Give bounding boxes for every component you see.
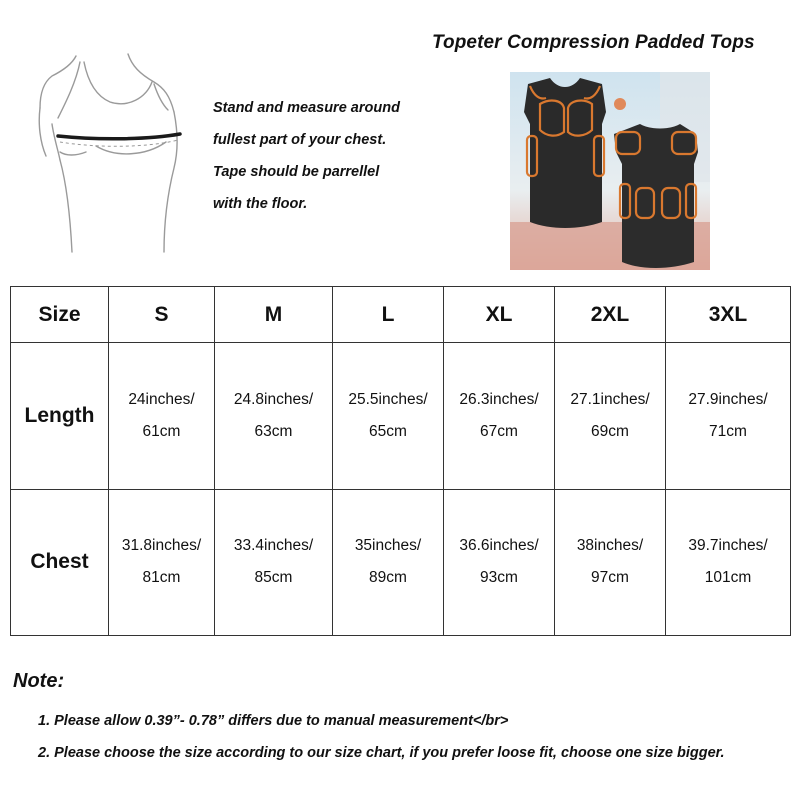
length-label: Length <box>11 343 109 489</box>
cm-value: 71cm <box>709 422 747 440</box>
inches-value: 36.6inches/ <box>459 537 539 555</box>
size-xl-header: XL <box>444 287 555 343</box>
cm-value: 65cm <box>369 422 407 440</box>
cm-value: 97cm <box>591 569 629 587</box>
measure-instructions <box>213 92 428 220</box>
cm-value: 63cm <box>254 422 293 440</box>
table-cell <box>444 343 555 489</box>
product-title: Topeter Compression Padded Tops <box>432 32 755 53</box>
product-photo <box>510 72 710 270</box>
table-cell <box>555 343 666 489</box>
table-cell <box>333 343 444 489</box>
table-cell <box>109 489 215 635</box>
inches-value: 25.5inches/ <box>348 390 428 408</box>
inches-value: 26.3inches/ <box>459 390 539 408</box>
cm-value: 61cm <box>142 422 181 440</box>
cm-value: 101cm <box>704 569 752 587</box>
inches-value: 24inches/ <box>128 390 195 408</box>
size-header: Size <box>11 287 109 343</box>
cm-value: 67cm <box>480 422 518 440</box>
size-2xl-header: 2XL <box>555 287 666 343</box>
header-row <box>11 287 791 343</box>
instruction-line: with the floor. <box>213 196 308 212</box>
chest-label: Chest <box>11 489 109 635</box>
cm-value: 69cm <box>591 422 629 440</box>
size-l-header: L <box>333 287 444 343</box>
inches-value: 27.1inches/ <box>570 390 650 408</box>
table-cell <box>666 489 791 635</box>
table-cell <box>555 489 666 635</box>
table-cell <box>333 489 444 635</box>
inches-value: 35inches/ <box>354 537 422 555</box>
instruction-line: Tape should be parrellel <box>213 164 380 180</box>
instruction-line: Stand and measure around <box>213 100 400 116</box>
table-cell <box>444 489 555 635</box>
cm-value: 89cm <box>369 569 407 587</box>
note-item: 1. Please allow 0.39”- 0.78” differs due to manual measurement</br> <box>38 713 509 729</box>
length-row <box>11 343 791 489</box>
table-cell <box>666 343 791 489</box>
size-chart-table <box>10 286 791 636</box>
size-m-header: M <box>215 287 333 343</box>
inches-value: 27.9inches/ <box>688 390 768 408</box>
size-3xl-header: 3XL <box>666 287 791 343</box>
note-title: Note: <box>13 670 65 692</box>
table-cell <box>109 343 215 489</box>
inches-value: 24.8inches/ <box>233 390 314 408</box>
inches-value: 38inches/ <box>576 537 644 555</box>
note-item: 2. Please choose the size according to our size chart, if you prefer loose fit, choose one size bigger. <box>38 745 725 761</box>
table-cell <box>215 489 333 635</box>
size-s-header: S <box>109 287 215 343</box>
instruction-line: fullest part of your chest. <box>213 132 387 148</box>
inches-value: 39.7inches/ <box>688 537 768 555</box>
cm-value: 85cm <box>254 569 293 587</box>
table-cell <box>215 343 333 489</box>
inches-value: 33.4inches/ <box>233 537 314 555</box>
chest-measurement-illustration <box>36 52 196 258</box>
cm-value: 81cm <box>142 569 181 587</box>
chest-row <box>11 489 791 635</box>
cm-value: 93cm <box>480 569 518 587</box>
inches-value: 31.8inches/ <box>121 537 202 555</box>
